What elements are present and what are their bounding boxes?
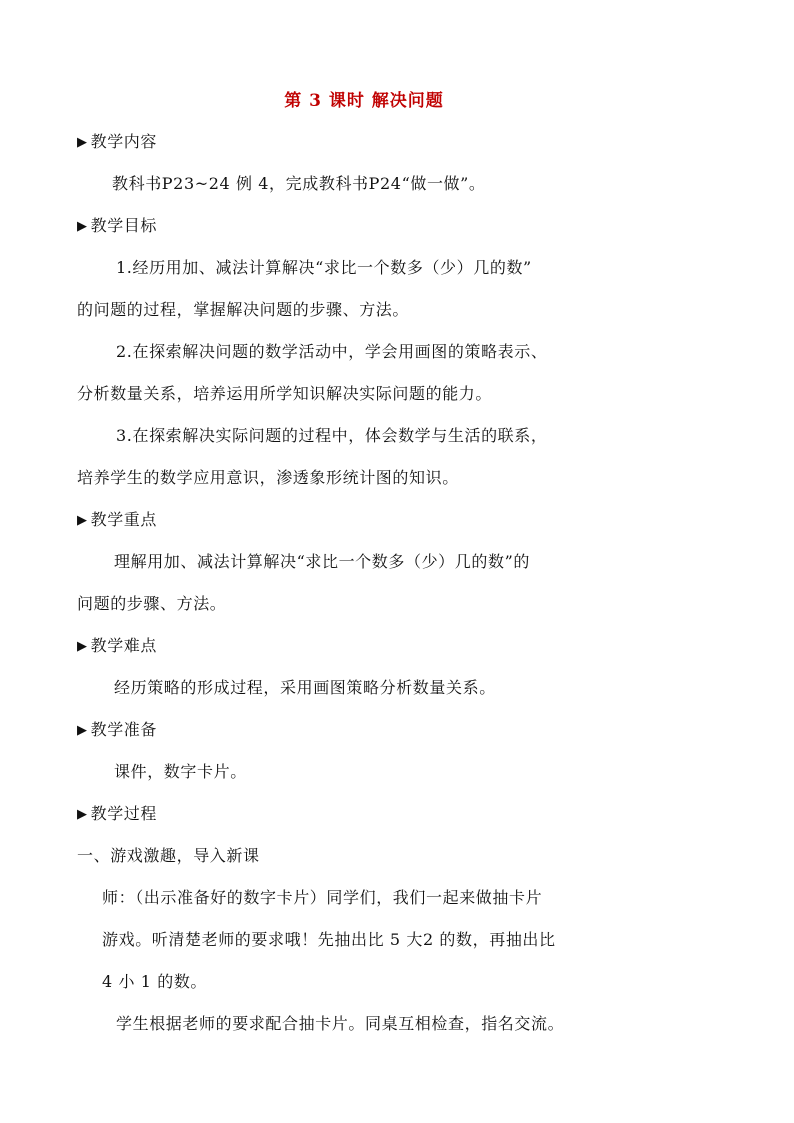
key-points-line-1: 理解用加、减法计算解决“求比一个数多（少）几的数”的: [114, 552, 530, 571]
goal-item-1-line-1: 1.经历用加、减法计算解决“求比一个数多（少）几的数”: [116, 258, 532, 277]
section-heading-label: 教学内容: [90, 132, 158, 151]
goal-item-2-line-2: 分析数量关系，培养运用所学知识解决实际问题的能力。: [77, 384, 493, 403]
difficulties-text: 经历策略的形成过程，采用画图策略分析数量关系。: [114, 678, 496, 697]
triangle-bullet-icon: ▶: [77, 807, 88, 822]
section-heading-label: 教学准备: [90, 720, 158, 739]
goal-item-2-line-1: 2.在探索解决问题的数学活动中，学会用画图的策略表示、: [116, 342, 548, 361]
goal-item-3-line-1: 3.在探索解决实际问题的过程中，体会数学与生活的联系，: [116, 426, 548, 445]
key-points-line-2: 问题的步骤、方法。: [77, 594, 227, 613]
goal-item-1-line-2: 的问题的过程，掌握解决问题的步骤、方法。: [77, 300, 410, 319]
content-text: 教科书P23~24 例 4，完成教科书P24“做一做”。: [112, 174, 486, 193]
process-paragraph-line-1: 师：（出示准备好的数字卡片）同学们，我们一起来做抽卡片: [102, 888, 543, 907]
section-heading-label: 教学重点: [90, 510, 158, 529]
preparation-text: 课件，数字卡片。: [114, 762, 247, 781]
process-paragraph-line-3: 4 小 1 的数。: [102, 972, 208, 991]
goal-item-3-line-2: 培养学生的数学应用意识，渗透象形统计图的知识。: [77, 468, 459, 487]
process-paragraph-line-2: 游戏。听清楚老师的要求哦！先抽出比 5 大2 的数，再抽出比: [102, 930, 556, 949]
page-title: 第 3 课时 解决问题: [284, 91, 444, 111]
section-heading-key-points: [77, 508, 157, 534]
section-heading-content: [77, 130, 157, 156]
section-heading-goals: [77, 214, 157, 240]
section-heading-preparation: [77, 718, 157, 744]
process-part-1-title: 一、游戏激趣，导入新课: [77, 846, 260, 865]
triangle-bullet-icon: ▶: [77, 135, 88, 150]
triangle-bullet-icon: ▶: [77, 219, 88, 234]
triangle-bullet-icon: ▶: [77, 723, 88, 738]
section-heading-label: 教学目标: [90, 216, 158, 235]
section-heading-label: 教学过程: [90, 804, 158, 823]
process-paragraph-line-4: 学生根据老师的要求配合抽卡片。同桌互相检查，指名交流。: [116, 1014, 565, 1033]
section-heading-process: [77, 802, 157, 828]
section-heading-difficulties: [77, 634, 157, 660]
section-heading-label: 教学难点: [90, 636, 158, 655]
triangle-bullet-icon: ▶: [77, 513, 88, 528]
triangle-bullet-icon: ▶: [77, 639, 88, 654]
